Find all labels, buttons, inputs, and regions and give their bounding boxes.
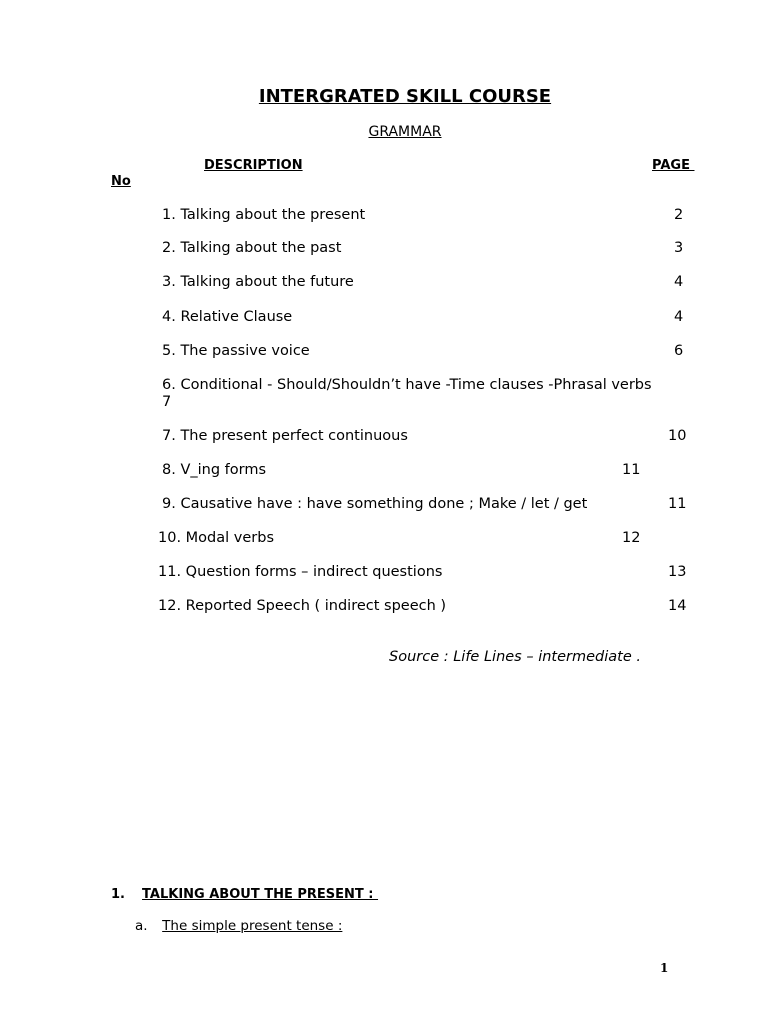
subsection-title: The simple present tense :	[162, 918, 343, 934]
toc-item-text: 1. Talking about the present	[162, 207, 366, 223]
toc-item-page: 6	[674, 343, 684, 359]
document-title: INTERGRATED SKILL COURSE	[258, 86, 552, 107]
toc-item-page: 11	[668, 496, 687, 512]
section-heading	[111, 887, 378, 902]
page-number: 1	[660, 961, 669, 975]
toc-item-text: 11. Question forms – indirect questions	[158, 564, 443, 580]
section-number: 1.	[111, 887, 125, 902]
toc-item-page: 3	[674, 240, 684, 256]
header-description: DESCRIPTION	[204, 158, 303, 173]
toc-item-text: 7. The present perfect continuous	[162, 428, 408, 444]
subsection-letter: a.	[135, 918, 148, 934]
toc-item-text: 10. Modal verbs	[158, 530, 274, 546]
toc-item-text: 8. V_ing forms	[162, 462, 267, 478]
toc-item-text: 9. Causative have : have something done ; Make / let / get	[162, 496, 588, 512]
header-page: PAGE	[652, 158, 695, 173]
toc-item-page: 4	[674, 309, 684, 325]
toc-item-text: 6. Conditional - Should/Shouldn’t have -Time clauses -Phrasal verbs	[162, 377, 652, 393]
toc-item-page: 4	[674, 274, 684, 290]
toc-item-text: 5. The passive voice	[162, 343, 310, 359]
section-title: TALKING ABOUT THE PRESENT :	[142, 887, 379, 902]
toc-item-page: 7	[162, 394, 172, 410]
toc-item-text: 3. Talking about the future	[162, 274, 354, 290]
toc-item-text: 12. Reported Speech ( indirect speech )	[158, 598, 447, 614]
toc-item-page: 11	[622, 462, 641, 478]
toc-item-page: 2	[674, 207, 684, 223]
source-note: Source : Life Lines – intermediate .	[389, 649, 641, 665]
toc-item-page: 14	[668, 598, 687, 614]
toc-item-text: 4. Relative Clause	[162, 309, 293, 325]
toc-item-page: 13	[668, 564, 687, 580]
subsection-heading	[135, 918, 342, 934]
header-no: No	[111, 174, 131, 189]
toc-item-page: 10	[668, 428, 687, 444]
toc-item-page: 12	[622, 530, 641, 546]
toc-item-text: 2. Talking about the past	[162, 240, 342, 256]
document-subtitle: GRAMMAR	[368, 124, 442, 140]
